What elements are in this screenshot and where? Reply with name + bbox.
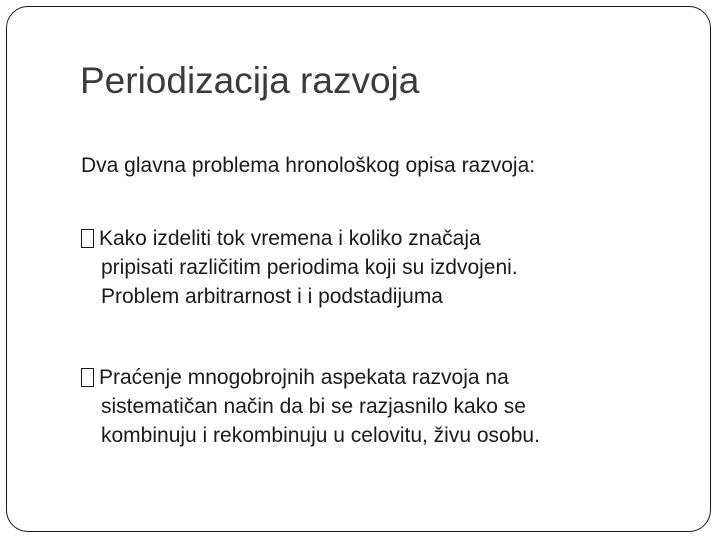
bullet-box-icon bbox=[81, 229, 94, 248]
intro-text: Dva glavna problema hronološkog opisa razvoja: bbox=[81, 154, 536, 177]
bullet-box-icon bbox=[81, 368, 94, 387]
bullet-line: kombinuju i rekombinuju u celovitu, živu osobu. bbox=[101, 424, 540, 447]
bullet-text: Kako izdeliti tok vremena i koliko značaja bbox=[99, 227, 481, 250]
bullet-item bbox=[81, 363, 681, 450]
bullet-text: Praćenje mnogobrojnih aspekata razvoja na bbox=[99, 366, 509, 389]
bullet-line bbox=[81, 363, 681, 392]
bullet-line: sistematičan način da bi se razjasnilo kako se bbox=[101, 395, 526, 418]
bullet-line: pripisati različitim periodima koji su izdvojeni. bbox=[101, 256, 518, 279]
slide-title: Periodizacija razvoja bbox=[80, 60, 420, 101]
bullet-line bbox=[81, 224, 681, 253]
bullet-line: Problem arbitrarnost i i podstadijuma bbox=[101, 285, 443, 308]
bullet-item bbox=[81, 224, 681, 311]
